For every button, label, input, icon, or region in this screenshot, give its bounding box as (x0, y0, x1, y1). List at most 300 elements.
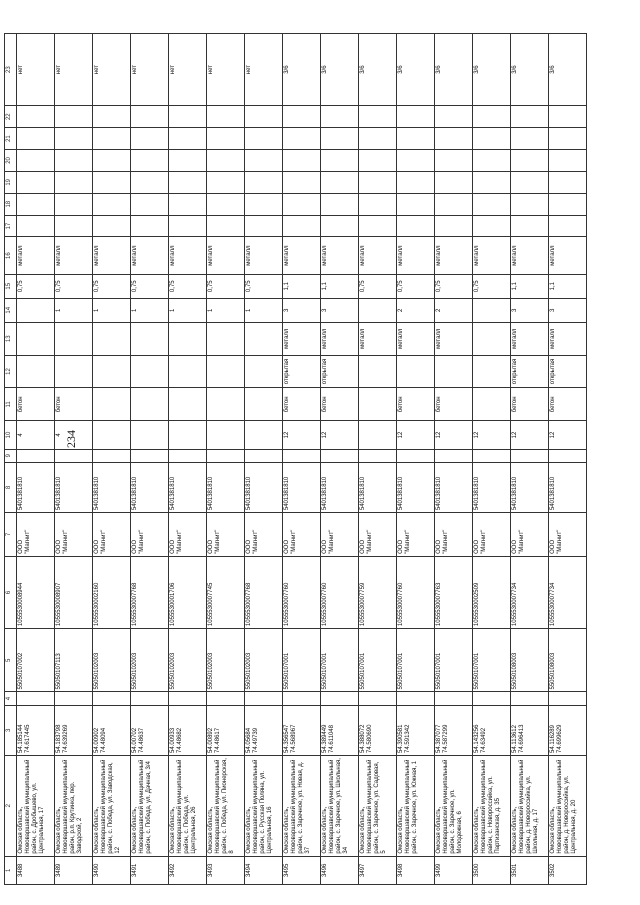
fence-cell: металл (283, 322, 321, 355)
area-cell: 12 (435, 421, 473, 449)
type-cell (131, 355, 169, 388)
owner-cell: ООО "Магнит" (283, 513, 321, 557)
surface-cell (131, 388, 169, 421)
material-cell: металл (511, 237, 549, 274)
empty-cell (397, 171, 435, 193)
empty-cell (549, 449, 587, 462)
empty-cell (55, 215, 93, 237)
ogrn-cell: 1055530007768 (245, 556, 283, 628)
container-count-cell (17, 298, 55, 322)
empty-cell (321, 215, 359, 237)
code-cell: 55050107001 (359, 629, 397, 692)
remark-cell: 3/6 (549, 34, 587, 106)
empty-cell (473, 193, 511, 215)
volume-cell: 0,75 (169, 274, 207, 298)
empty-cell (169, 449, 207, 462)
table-row (55, 34, 93, 885)
column-number-header: 15 (5, 274, 17, 298)
empty-cell (511, 215, 549, 237)
empty-cell (549, 150, 587, 172)
table-row (435, 34, 473, 885)
empty-cell (93, 128, 131, 150)
type-cell (17, 355, 55, 388)
surface-cell: бетон (17, 388, 55, 421)
empty-cell (245, 692, 283, 705)
owner-cell: ООО "Магнит" (435, 513, 473, 557)
volume-cell: 0,75 (93, 274, 131, 298)
inn-cell: 5401381810 (169, 462, 207, 512)
surface-cell: бетон (55, 388, 93, 421)
empty-cell (245, 449, 283, 462)
container-count-cell: 1 (55, 298, 93, 322)
empty-cell (131, 106, 169, 128)
row-number-cell: 3489 (55, 856, 93, 884)
empty-cell (245, 171, 283, 193)
empty-cell (245, 150, 283, 172)
code-cell: 55050107001 (473, 629, 511, 692)
empty-cell (131, 449, 169, 462)
area-cell (93, 421, 131, 449)
inn-cell: 5401381810 (511, 462, 549, 512)
column-number-header: 9 (5, 449, 17, 462)
inn-cell: 5401381810 (131, 462, 169, 512)
address-cell: Омская область, Нововаршавский муниципальный район, с. Победа, ул. Заводская, 12 (93, 755, 131, 856)
empty-cell (131, 193, 169, 215)
material-cell: металл (321, 237, 359, 274)
column-number-header: 3 (5, 705, 17, 755)
empty-cell (473, 128, 511, 150)
fence-cell (207, 322, 245, 355)
container-count-cell: 1 (131, 298, 169, 322)
empty-cell (207, 692, 245, 705)
empty-cell (473, 692, 511, 705)
ogrn-cell: 1055530007760 (283, 556, 321, 628)
empty-cell (397, 449, 435, 462)
fence-cell (169, 322, 207, 355)
empty-cell (359, 150, 397, 172)
type-cell (435, 355, 473, 388)
volume-cell: 0,75 (473, 274, 511, 298)
row-number-cell: 3496 (321, 856, 359, 884)
remark-cell: нет (207, 34, 245, 106)
material-cell: металл (169, 237, 207, 274)
empty-cell (17, 692, 55, 705)
type-cell: открытая (283, 355, 321, 388)
coordinates-cell: 54.185144 74.617445 (17, 705, 55, 755)
table-row (93, 34, 131, 885)
surface-cell: бетон (283, 388, 321, 421)
container-count-cell: 3 (283, 298, 321, 322)
coordinates-cell: 54.00702 74.48637 (131, 705, 169, 755)
empty-cell (93, 106, 131, 128)
remark-cell: 3/6 (435, 34, 473, 106)
volume-cell: 0,75 (207, 274, 245, 298)
empty-cell (131, 215, 169, 237)
row-number-cell: 3497 (359, 856, 397, 884)
row-number-cell: 3490 (93, 856, 131, 884)
material-cell: металл (397, 237, 435, 274)
empty-cell (321, 171, 359, 193)
area-cell: 12 (473, 421, 511, 449)
address-cell: Омская область, Нововаршавский муниципальный район, с. Русская Поляна, ул. Центральная, 16 (245, 755, 283, 856)
empty-cell (169, 171, 207, 193)
code-cell: 55050102003 (169, 629, 207, 692)
empty-cell (245, 193, 283, 215)
column-number-header: 12 (5, 355, 17, 388)
ogrn-cell: 1055530002509 (473, 556, 511, 628)
code-cell: 55050107001 (397, 629, 435, 692)
empty-cell (245, 106, 283, 128)
empty-cell (435, 150, 473, 172)
empty-cell (55, 128, 93, 150)
column-number-header: 14 (5, 298, 17, 322)
empty-cell (359, 171, 397, 193)
remark-cell: нет (93, 34, 131, 106)
empty-cell (169, 215, 207, 237)
inn-cell: 5401381810 (435, 462, 473, 512)
remark-cell: нет (131, 34, 169, 106)
row-number-cell: 3495 (283, 856, 321, 884)
remark-cell: 3/6 (359, 34, 397, 106)
fence-cell: металл (549, 322, 587, 355)
row-number-cell: 3501 (511, 856, 549, 884)
area-cell (169, 421, 207, 449)
table-row (207, 34, 245, 885)
type-cell (169, 355, 207, 388)
owner-cell: ООО "Магнит" (245, 513, 283, 557)
fence-cell (473, 322, 511, 355)
empty-cell (55, 150, 93, 172)
column-number-header: 8 (5, 462, 17, 512)
ogrn-cell: 1055530008944 (17, 556, 55, 628)
inn-cell: 5401381810 (359, 462, 397, 512)
empty-cell (55, 193, 93, 215)
table-row (359, 34, 397, 885)
area-cell: 12 (397, 421, 435, 449)
empty-cell (207, 171, 245, 193)
code-cell: 55050108003 (549, 629, 587, 692)
material-cell: металл (207, 237, 245, 274)
empty-cell (207, 215, 245, 237)
code-cell: 55050107002 (17, 629, 55, 692)
column-number-header: 13 (5, 322, 17, 355)
area-cell (131, 421, 169, 449)
surface-cell (359, 388, 397, 421)
column-number-header: 2 (5, 755, 17, 856)
area-cell: 12 (321, 421, 359, 449)
coordinates-cell: 54.356547 74.568967 (283, 705, 321, 755)
page-number: 234 (64, 430, 78, 448)
type-cell (55, 355, 93, 388)
column-number-header: 4 (5, 692, 17, 705)
empty-cell (397, 193, 435, 215)
row-number-cell: 3498 (397, 856, 435, 884)
remark-cell: нет (55, 34, 93, 106)
ogrn-cell: 1055530007734 (549, 556, 587, 628)
inn-cell: 5401381810 (283, 462, 321, 512)
empty-cell (17, 150, 55, 172)
owner-cell: ООО "Магнит" (169, 513, 207, 557)
owner-cell: ООО "Магнит" (473, 513, 511, 557)
type-cell (473, 355, 511, 388)
volume-cell: 0,75 (131, 274, 169, 298)
fence-cell (245, 322, 283, 355)
address-cell: Омская область, Нововаршавский муниципальный район, с. Победа, ул. Центральная, 26 (169, 755, 207, 856)
container-count-cell: 3 (321, 298, 359, 322)
empty-cell (435, 449, 473, 462)
type-cell (397, 355, 435, 388)
empty-cell (283, 215, 321, 237)
empty-cell (207, 449, 245, 462)
material-cell: металл (359, 237, 397, 274)
row-number-cell: 3488 (17, 856, 55, 884)
empty-cell (283, 692, 321, 705)
container-count-cell: 1 (169, 298, 207, 322)
ogrn-cell: 1055530007745 (207, 556, 245, 628)
inn-cell: 5401381810 (549, 462, 587, 512)
empty-cell (473, 106, 511, 128)
type-cell (93, 355, 131, 388)
inn-cell: 5401381810 (473, 462, 511, 512)
remark-cell: 3/6 (473, 34, 511, 106)
volume-cell: 1,1 (321, 274, 359, 298)
empty-cell (473, 171, 511, 193)
empty-cell (169, 150, 207, 172)
empty-cell (55, 171, 93, 193)
empty-cell (549, 171, 587, 193)
inn-cell: 5401381810 (17, 462, 55, 512)
column-number-header: 18 (5, 193, 17, 215)
fence-cell (131, 322, 169, 355)
area-cell: 12 (511, 421, 549, 449)
owner-cell: ООО "Магнит" (397, 513, 435, 557)
address-cell: Омская область, Нововаршавский муниципальный район, с. Заречное, ул. Садовая, 5 (359, 755, 397, 856)
ogrn-cell: 1055530007763 (435, 556, 473, 628)
fence-cell: металл (359, 322, 397, 355)
empty-cell (397, 106, 435, 128)
column-number-header: 7 (5, 513, 17, 557)
row-number-cell: 3499 (435, 856, 473, 884)
empty-cell (17, 449, 55, 462)
empty-cell (511, 106, 549, 128)
surface-cell: бетон (397, 388, 435, 421)
empty-cell (359, 106, 397, 128)
empty-cell (93, 215, 131, 237)
material-cell: металл (549, 237, 587, 274)
empty-cell (473, 150, 511, 172)
area-cell: 12 (549, 421, 587, 449)
address-cell: Омская область, Нововаршавский муниципальный район, с. Заречное, ул. Школьная, 34 (321, 755, 359, 856)
container-count-cell: 2 (435, 298, 473, 322)
empty-cell (321, 193, 359, 215)
material-cell: металл (17, 237, 55, 274)
empty-cell (511, 692, 549, 705)
empty-cell (131, 692, 169, 705)
empty-cell (207, 128, 245, 150)
fence-cell: металл (397, 322, 435, 355)
column-number-header-row (5, 34, 17, 885)
empty-cell (169, 106, 207, 128)
area-cell (245, 421, 283, 449)
material-cell: металл (93, 237, 131, 274)
coordinates-cell: 54.143256 74.63492 (473, 705, 511, 755)
address-cell: Омская область, Нововаршавский муниципальный район, с. Победа, ул. Дачная, 3/4 (131, 755, 169, 856)
owner-cell: ООО "Магнит" (359, 513, 397, 557)
ogrn-cell: 1055530007759 (359, 556, 397, 628)
empty-cell (511, 449, 549, 462)
owner-cell: ООО "Магнит" (511, 513, 549, 557)
column-number-header: 17 (5, 215, 17, 237)
remark-cell: 3/6 (511, 34, 549, 106)
volume-cell: 0,75 (397, 274, 435, 298)
empty-cell (17, 171, 55, 193)
empty-cell (283, 449, 321, 462)
empty-cell (131, 171, 169, 193)
coordinates-cell: 54.388072 74.580690 (359, 705, 397, 755)
fence-cell: металл (435, 322, 473, 355)
column-number-header: 22 (5, 106, 17, 128)
address-cell: Омская область, Нововаршавский муниципальный район, с. Победа, ул. Пионерская, 8 (207, 755, 245, 856)
remark-cell: 3/6 (283, 34, 321, 106)
address-cell: Омская область, Нововаршавский муниципальный район, с. Заречное, ул. Новая, д. 37 (283, 755, 321, 856)
ogrn-cell: 1055530008907 (55, 556, 93, 628)
column-number-header: 11 (5, 388, 17, 421)
empty-cell (169, 128, 207, 150)
code-cell: 55050102003 (131, 629, 169, 692)
remark-cell: нет (169, 34, 207, 106)
column-number-header: 21 (5, 128, 17, 150)
code-cell: 55050102003 (245, 629, 283, 692)
coordinates-cell: 54.390581 74.591342 (397, 705, 435, 755)
coordinates-cell: 54.116289 74.699629 (549, 705, 587, 755)
type-cell (207, 355, 245, 388)
surface-cell: бетон (435, 388, 473, 421)
container-count-cell: 1 (207, 298, 245, 322)
ogrn-cell: 1055530002160 (93, 556, 131, 628)
type-cell: открытая (511, 355, 549, 388)
empty-cell (549, 128, 587, 150)
row-number-cell: 3494 (245, 856, 283, 884)
empty-cell (207, 150, 245, 172)
empty-cell (283, 106, 321, 128)
type-cell: открытая (549, 355, 587, 388)
fence-cell (93, 322, 131, 355)
volume-cell: 0,75 (55, 274, 93, 298)
material-cell: металл (131, 237, 169, 274)
coordinates-cell: 54.183798 74.639269 (55, 705, 93, 755)
inn-cell: 5401381810 (321, 462, 359, 512)
address-cell: Омская область, Нововаршавский муниципальный район, д. Новороссийка, ул. Центральная, д. 20 (549, 755, 587, 856)
table-row (397, 34, 435, 885)
type-cell (245, 355, 283, 388)
surface-cell (169, 388, 207, 421)
empty-cell (131, 128, 169, 150)
registry-table (4, 33, 587, 885)
registry-table-sheet (4, 33, 604, 885)
surface-cell: бетон (549, 388, 587, 421)
table-row (17, 34, 55, 885)
inn-cell: 5401381810 (93, 462, 131, 512)
inn-cell: 5401381810 (55, 462, 93, 512)
empty-cell (321, 150, 359, 172)
empty-cell (397, 128, 435, 150)
inn-cell: 5401381810 (397, 462, 435, 512)
area-cell: 4 (55, 421, 93, 449)
owner-cell: ООО "Магнит" (131, 513, 169, 557)
code-cell: 55050107113 (55, 629, 93, 692)
ogrn-cell: 1055530007760 (397, 556, 435, 628)
fence-cell (55, 322, 93, 355)
owner-cell: ООО "Магнит" (55, 513, 93, 557)
container-count-cell: 1 (245, 298, 283, 322)
empty-cell (245, 215, 283, 237)
ogrn-cell: 1055530001706 (169, 556, 207, 628)
empty-cell (549, 215, 587, 237)
empty-cell (17, 106, 55, 128)
column-number-header: 23 (5, 34, 17, 106)
empty-cell (131, 150, 169, 172)
coordinates-cell: 54.00902 74.48094 (93, 705, 131, 755)
empty-cell (55, 106, 93, 128)
empty-cell (397, 215, 435, 237)
column-number-header: 5 (5, 629, 17, 692)
empty-cell (359, 128, 397, 150)
empty-cell (435, 215, 473, 237)
empty-cell (359, 692, 397, 705)
container-count-cell: 3 (511, 298, 549, 322)
empty-cell (321, 106, 359, 128)
column-number-header: 10 (5, 421, 17, 449)
inn-cell: 5401381810 (245, 462, 283, 512)
empty-cell (17, 215, 55, 237)
address-cell: Омская область, Нововаршавский муниципальный район, р.п. Крутинка, пер. Заводской, 2 (55, 755, 93, 856)
material-cell: металл (435, 237, 473, 274)
coordinates-cell: 54.00892 74.48617 (207, 705, 245, 755)
address-cell: Омская область, Нововаршавский муниципальный район, с. Заречное, ул. Южная, 1 (397, 755, 435, 856)
remark-cell: 3/6 (321, 34, 359, 106)
address-cell: Омская область, Нововаршавский муниципальный район, с. Дробышево, ул. Центральная, 17 (17, 755, 55, 856)
empty-cell (17, 193, 55, 215)
volume-cell: 0,75 (435, 274, 473, 298)
empty-cell (549, 692, 587, 705)
empty-cell (549, 106, 587, 128)
empty-cell (283, 150, 321, 172)
table-row (549, 34, 587, 885)
volume-cell: 0,75 (17, 274, 55, 298)
registry-table-body (17, 34, 587, 885)
empty-cell (245, 128, 283, 150)
row-number-cell: 3492 (169, 856, 207, 884)
empty-cell (207, 193, 245, 215)
material-cell: металл (55, 237, 93, 274)
volume-cell: 1,1 (549, 274, 587, 298)
table-row (511, 34, 549, 885)
column-number-header: 6 (5, 556, 17, 628)
owner-cell: ООО "Магнит" (207, 513, 245, 557)
column-number-header: 16 (5, 237, 17, 274)
row-number-cell: 3493 (207, 856, 245, 884)
surface-cell (207, 388, 245, 421)
surface-cell (245, 388, 283, 421)
empty-cell (435, 171, 473, 193)
remark-cell: нет (245, 34, 283, 106)
address-cell: Омская область, Нововаршавский муниципальный район, д. Новороссийка, ул. Школьная, д. 17 (511, 755, 549, 856)
empty-cell (55, 449, 93, 462)
empty-cell (93, 193, 131, 215)
table-row (131, 34, 169, 885)
ogrn-cell: 1055530007734 (511, 556, 549, 628)
owner-cell: ООО "Магнит" (93, 513, 131, 557)
